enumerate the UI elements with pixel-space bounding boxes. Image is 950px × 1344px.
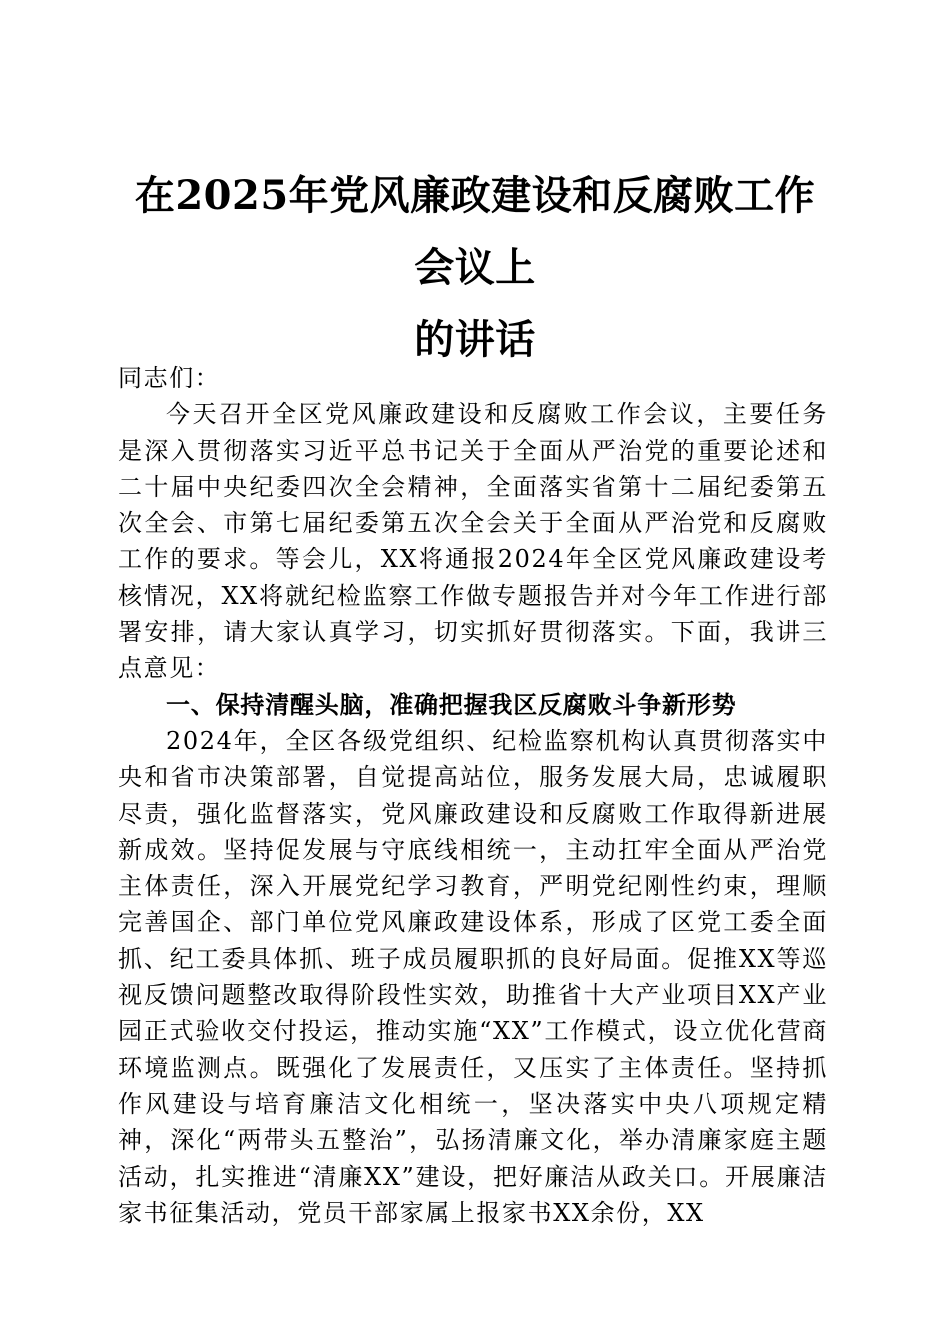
title-line-1: 在2025年党风廉政建设和反腐败工作会议上 <box>134 172 816 291</box>
salutation: 同志们： <box>118 364 221 392</box>
title-line-2: 的讲话 <box>414 316 536 363</box>
document-body <box>118 360 828 1231</box>
paragraph-section-1: 2024年，全区各级党组织、纪检监察机构认真贯彻落实中央和省市决策部署，自觉提高站位，服务发展大局，忠诚履职尽责，强化监督落实，党风廉政建设和反腐败工作取得新进展新成效。坚持促发展与守底线相统一，主动扛牢全面从严治党主体责任，深入开展党纪学习教育，严明党纪刚性约束，理顺完善国企、部门单位党风廉政建设体系，形成了区党工委全面抓、纪工委具体抓、班子成员履职抓的良好局面。促推XX等巡视反馈问题整改取得阶段性实效，助推省十大产业项目XX产业园正式验收交付投运，推动实施“XX”工作模式，设立优化营商环境监测点。既强化了发展责任，又压实了主体责任。坚持抓作风建设与培育廉洁文化相统一，坚决落实中央八项规定精神，深化“两带头五整治”，弘扬清廉文化，举办清廉家庭主题活动，扎实推进“清廉XX”建设，把好廉洁从政关口。开展廉洁家书征集活动，党员干部家属上报家书XX余份，XX <box>118 726 828 1227</box>
section-heading-1: 一、保持清醒头脑，准确把握我区反腐败斗争新形势 <box>166 690 737 719</box>
paragraph-intro: 今天召开全区党风廉政建设和反腐败工作会议，主要任务是深入贯彻落实习近平总书记关于全面从严治党的重要论述和二十届中央纪委四次全会精神，全面落实省第十二届纪委第五次全会、市第七届纪委第五次全会关于全面从严治党和反腐败工作的要求。等会儿，XX将通报2024年全区党风廉政建设考核情况，XX将就纪检监察工作做专题报告并对今年工作进行部署安排，请大家认真学习，切实抓好贯彻落实。下面，我讲三点意见： <box>118 400 828 683</box>
document-title <box>118 160 832 376</box>
